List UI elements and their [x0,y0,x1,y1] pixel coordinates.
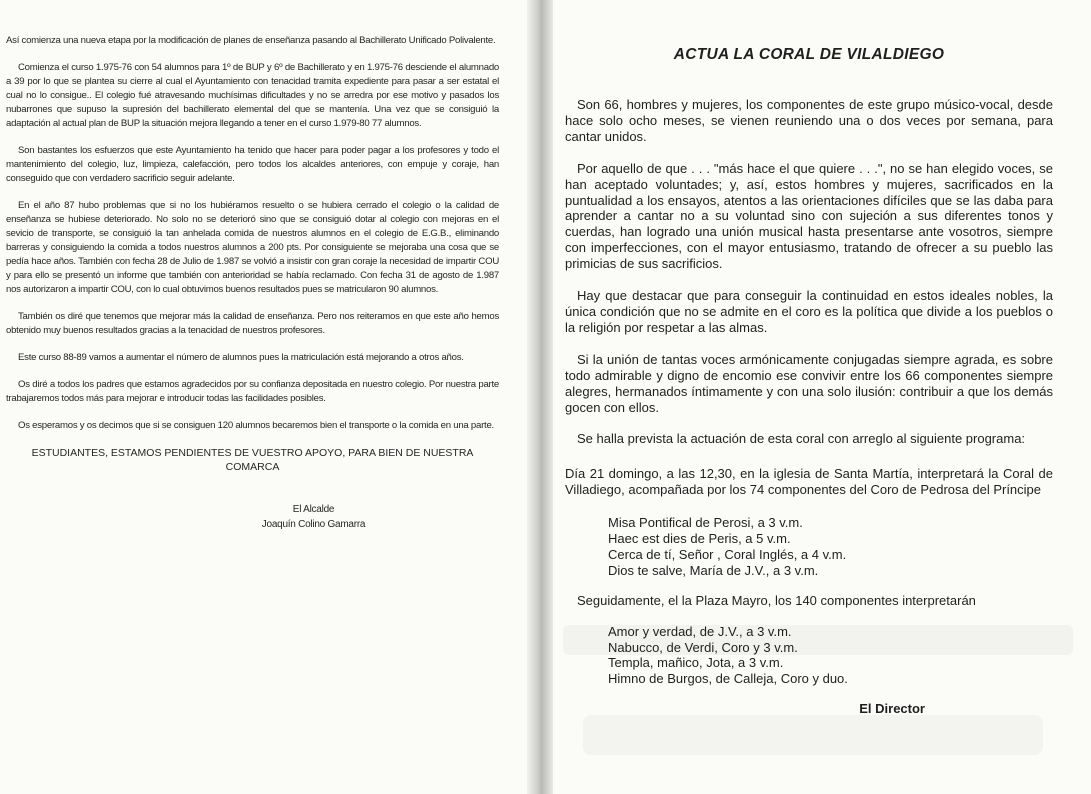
left-page [0,0,527,794]
plaza-intro: Seguidamente, el la Plaza Mayro, los 140 componentes interpretarán [577,592,976,608]
left-paragraph-5: También os diré que tenemos que mejorar más la calidad de enseñanza. Pero nos reiteramos en que este año hemos obtenido muy buenos resultados gracias a la tenacidad de nuestros profesores. [6,311,499,336]
left-paragraph-1: Así comienza una nueva etapa por la modificación de planes de enseñanza pasando al Bachillerato Unificado Polivalente. [6,35,496,46]
right-paragraph-3: Hay que destacar que para conseguir la continuidad en estos ideales nobles, la única condición que no se admite en el coro es la política que divide a los pueblos o la religión por respetar a las almas. [565,288,1053,335]
plaza-program [608,624,1053,688]
program-item: Misa Pontifical de Perosi, a 3 v.m. [608,515,803,531]
right-page [553,0,1091,794]
left-paragraph-6: Este curso 88-89 vamos a aumentar el número de alumnos pues la matriculación está mejorando a otros años. [18,352,464,363]
right-paragraph-2: Por aquello de que . . . "más hace el que quiere . . .", no se han elegido voces, se han aceptado voluntades; y, así, estos hombres y mujeres, sacrificados en la puntualidad a los ensayos, atentos a las orientaciones difíciles que se las daba para aprender a cantar no a su voluntad sino con sujeción a sus diferentes tonos y cuerdas, han logrado una unión musical hasta presentarse ante vosotros, siempre con imperfecciones, con el mayor entusiasmo, tratando de ofrecer a su pueblo las primicias de sus sacrificios. [565,160,1053,272]
left-paragraph-4: En el año 87 hubo problemas que si no los hubiéramos resuelto o se hubiera cerrado el colegio o la calidad de enseñanza se hubiese deteriorado. No solo no se deterioró sino que se consiguió dotar al colegio con mejoras en el sevicio de transporte, se consiguió la tan anhelada comida de nuestros alumnos en el colegio de E.G.B., eliminando barreras y consiguiendo la comida a todos nuestros alumnos a 200 pts. Por consiguiente se mejoraba una cosa que se pedía hace años. También con fecha 28 de Julio de 1.987 se volvió a insistir con gran coraje la necesidad de impartir COU y para ello se presentó un informe que también con anterioridad se había reclamado. Con fecha 31 de agosto de 1.987 nos autorizaron a impartir COU, con lo cual obtuvimos buenos resultados pues se matricularon 90 alumnos. [6,200,499,295]
program-item: Cerca de tí, Señor , Coral Inglés, a 4 v.m. [608,546,847,562]
right-paragraph-4: Si la unión de tantas voces armónicamente conjugadas siempre agrada, es sobre todo admirable y digno de encomio ese convivir entre los 66 componentes siempre alegres, hermanados íntimamente y con una solo ilusión: contribuir a que los demás gocen con ellos. [565,351,1053,415]
left-paragraph-3: Son bastantes los esfuerzos que este Ayuntamiento ha tenido que hacer para poder pagar a los profesores y todo el mantenimiento del colegio, luz, limpieza, calefacción, pero todos los alcaldes anteriores, con empuje y coraje, han conseguido que con verdadero sacrificio seguir adelante. [6,145,499,184]
right-page-text [565,46,1053,716]
article-title: ACTUA LA CORAL DE VILALDIEGO [673,46,945,63]
program-item: Himno de Burgos, de Calleja, Coro y duo. [608,671,848,687]
program-item: Templa, mañico, Jota, a 3 v.m. [608,655,784,671]
left-page-text [6,34,499,532]
director-signature: El Director [859,701,925,717]
students-appeal: ESTUDIANTES, ESTAMOS PENDIENTES DE VUESTRO APOYO, PARA BIEN DE NUESTRA COMARCA [31,447,474,473]
left-paragraph-7: Os diré a todos los padres que estamos agradecidos por su confianza depositada en nuestro colegio. Por nuestra parte trabajaremos todos más para mejorar e introducir todas las facilidades posibles. [6,379,499,404]
program-item: Dios te salve, María de J.V., a 3 v.m. [608,562,819,578]
program-item: Nabucco, de Verdi, Coro y 3 v.m. [608,639,798,655]
church-program [608,515,1053,579]
program-item: Amor y verdad, de J.V., a 3 v.m. [608,623,792,639]
mayor-signature [226,502,401,532]
show-through-band-lower [583,715,1043,755]
book-gutter [527,0,553,794]
left-paragraph-8: Os esperamos y os decimos que si se consiguen 120 alumnos becaremos bien el transporte o la comida en una parte. [18,420,494,431]
left-paragraph-2: Comienza el curso 1.975-76 con 54 alumnos para 1º de BUP y 6º de Bachillerato y en 1.975-76 desciende el alumnado a 39 por lo que se plantea su cierre al cual el Ayuntamiento con tenacidad tramita expediente para pasar a ser estatal el cual no lo consigue.. El colegio fué atravesando muchísimas dificultades y no se arredra por ese motivo y pasados los nubarrones que supuso la supresión del bachillerato elemental del que se mantenía. Una vez que se consiguió la adaptación al actual plan de BUP la situación mejora llegando a tener en el curso 1.979-80 77 alumnos. [6,62,499,129]
right-paragraph-1: Son 66, hombres y mujeres, los componentes de este grupo músico-vocal, desde hace solo ocho meses, se vienen reuniendo una o dos veces por semana, para cantar unidos. [565,97,1053,144]
program-item: Haec est dies de Peris, a 5 v.m. [608,531,791,547]
right-paragraph-5: Se halla prevista la actuación de esta coral con arreglo al siguiente programa: [577,431,1026,447]
mayor-name: Joaquín Colino Gamarra [261,519,366,530]
mayor-title: El Alcalde [292,504,335,515]
concert-announcement: Día 21 domingo, a las 12,30, en la iglesia de Santa Martía, interpretará la Coral de Villadiego, acompañada por los 74 componentes del Coro de Pedrosa del Príncipe [565,466,1053,498]
